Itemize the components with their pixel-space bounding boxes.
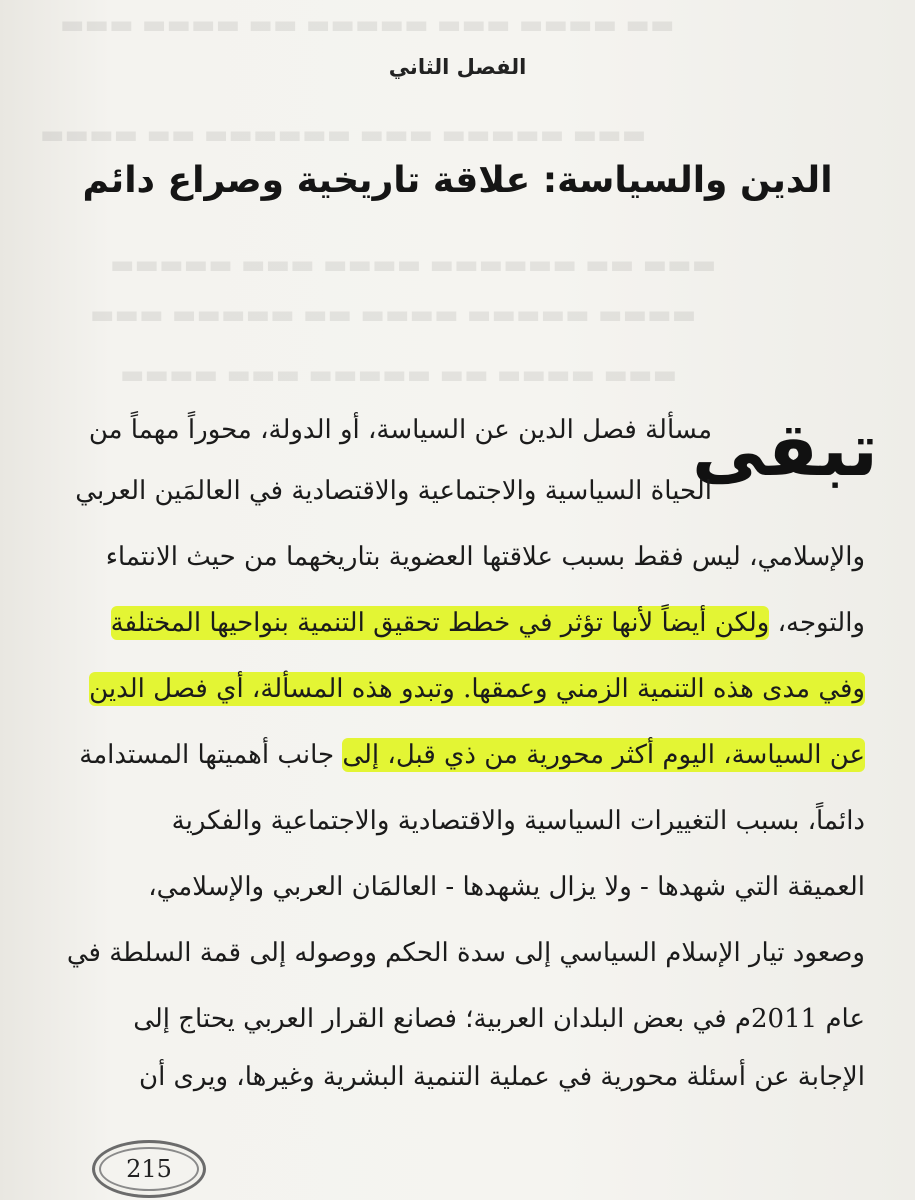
body-line-4-text: والتوجه، xyxy=(769,608,865,638)
body-line-11: الإجابة عن أسئلة محورية في عملية التنمية البشرية وغيرها، ويرى أن xyxy=(138,1062,865,1092)
bleed-through-texture: ▬▬▬▬ ▬▬ ▬▬▬▬▬▬ ▬▬▬ ▬▬▬▬▬ ▬▬▬ xyxy=(40,120,647,150)
body-line-7: دائماً، بسبب التغييرات السياسية والاقتصادية والاجتماعية والفكرية xyxy=(171,806,865,836)
body-line-4 xyxy=(35,593,865,653)
body-line-8: العميقة التي شهدها - ولا يزال يشهدها - العالمَان العربي والإسلامي، xyxy=(148,872,865,902)
body-line-2: الحياة السياسية والاجتماعية والاقتصادية في العالمَين العربي xyxy=(75,476,712,506)
body-line-6 xyxy=(35,725,865,785)
body-line-1: مسألة فصل الدين عن السياسة، أو الدولة، محوراً مهماً من xyxy=(88,415,712,445)
bleed-through-texture: ▬▬▬ ▬▬▬▬ ▬▬ ▬▬▬▬▬ ▬▬▬ ▬▬▬▬ ▬▬ xyxy=(60,10,675,40)
body-line-5 xyxy=(35,659,865,719)
bleed-through-texture: ▬▬▬▬ ▬▬▬ ▬▬▬▬▬ ▬▬ ▬▬▬▬ ▬▬▬ xyxy=(120,360,678,390)
body-line-10: عام 2011م في بعض البلدان العربية؛ فصانع القرار العربي يحتاج إلى xyxy=(133,1004,865,1034)
page-number: 215 xyxy=(126,1155,172,1183)
highlight-span: عن السياسة، اليوم أكثر محورية من ذي قبل، إلى xyxy=(342,740,865,770)
chapter-heading: الفصل الثاني xyxy=(388,55,527,79)
highlight-span: ولكن أيضاً لأنها تؤثر في خطط تحقيق التنمية بنواحيها المختلفة xyxy=(110,608,770,638)
section-title: الدين والسياسة: علاقة تاريخية وصراع دائم xyxy=(82,160,833,201)
body-line-9: وصعود تيار الإسلام السياسي إلى سدة الحكم ووصوله إلى قمة السلطة في xyxy=(66,938,865,968)
body-line-3: والإسلامي، ليس فقط بسبب علاقتها العضوية بتاريخهما من حيث الانتماء xyxy=(105,542,865,572)
bleed-through-texture: ▬▬▬▬▬ ▬▬▬ ▬▬▬▬ ▬▬▬▬▬▬ ▬▬ ▬▬▬ xyxy=(110,250,717,280)
bleed-through-texture: ▬▬▬ ▬▬▬▬▬ ▬▬ ▬▬▬▬ ▬▬▬▬▬ ▬▬▬▬ xyxy=(90,300,697,330)
body-line-6-text: جانب أهميتها المستدامة xyxy=(79,740,343,770)
drop-cap-word: تبقى xyxy=(691,407,878,493)
highlight-span: وفي مدى هذه التنمية الزمني وعمقها. وتبدو هذه المسألة، أي فصل الدين xyxy=(89,674,865,704)
